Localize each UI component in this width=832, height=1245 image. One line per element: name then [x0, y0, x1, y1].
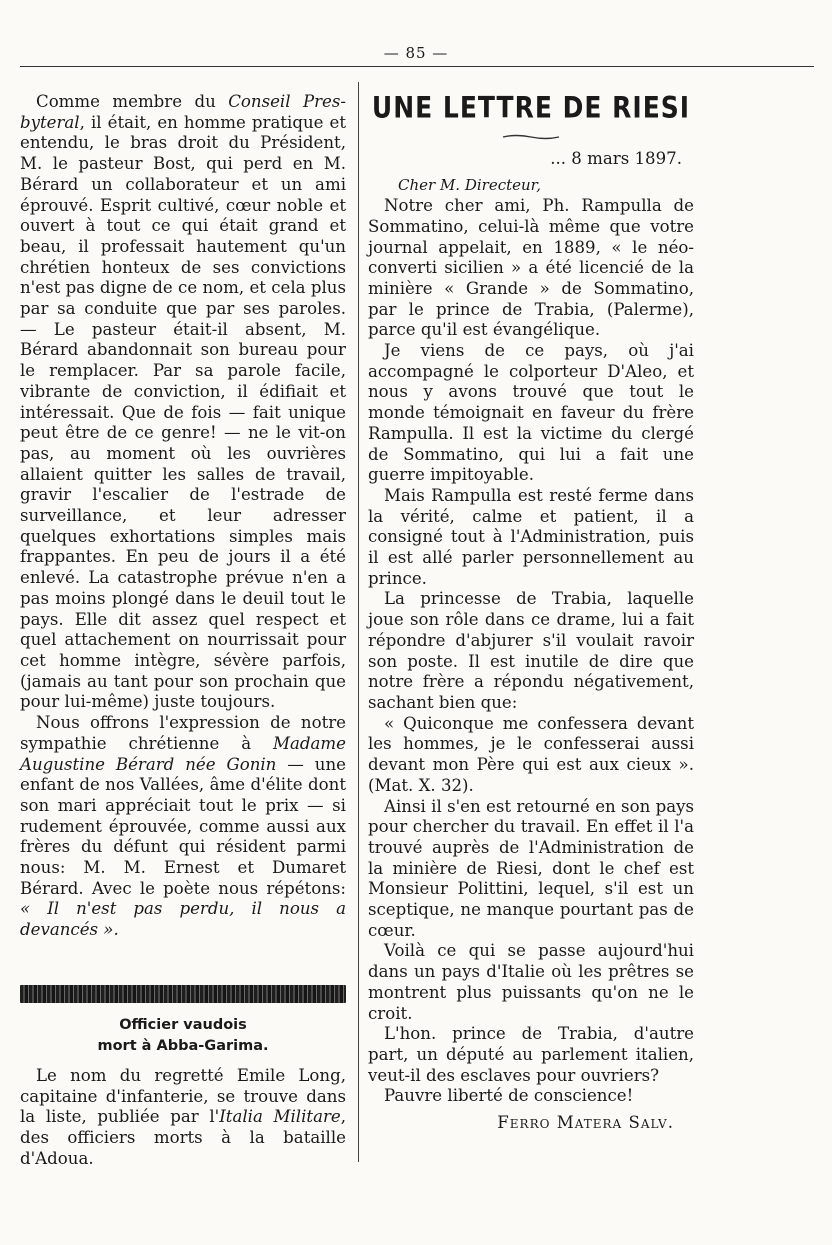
signature: Ferro Matera Salv.	[497, 1113, 674, 1133]
letter-paragraph: La princesse de Trabia, laquelle joue son rôle dans ce drame, lui a fait répondre d'abjurer s'il voulait ravoir son poste. Il est inutile de dire que notre frère a répondu négativement, sachant bien que:	[368, 589, 694, 712]
right-column	[368, 92, 694, 1134]
article-headline: UNE LETTRE DE RIESI	[371, 90, 691, 125]
letter-paragraph: L'hon. prince de Trabia, d'autre part, un député au parlement italien, veut-il des esclaves pour ouvriers?	[368, 1024, 694, 1085]
letter-paragraph: Pauvre liberté de conscience!	[384, 1086, 634, 1106]
left-column-bottom	[20, 1066, 346, 1170]
officer-notice-paragraph: Le nom du regretté Emile Long, capitaine d'infanterie, se trouve dans la liste, publiée par l'Italia Militare, des officiers morts à la bataille d'Adoua.	[20, 1066, 347, 1168]
letter-paragraph: « Quiconque me confessera devant les hommes, je le confesserai aussi devant mon Père qui est aux cieux ». (Mat. X. 32).	[368, 713, 694, 795]
letter-paragraph: Notre cher ami, Ph. Rampulla de Sommatino, celui-là même que votre journal appelait, en 1889, « le néo-converti sicilien » a été licencié de la minière « Grande » de Sommatino, par le prince de Trabia, (Palerme), parce qu'il est évangélique.	[368, 196, 694, 340]
letter-paragraph: Ainsi il s'en est retourné en son pays pour chercher du travail. En effet il l'a trouvé auprès de l'Administration de la minière de Riesi, dont le chef est Monsieur Polittini, lequel, s'il est un sceptique, ne manque pourtant pas de cœur.	[368, 796, 694, 940]
letter-body	[368, 196, 694, 1107]
section-subheading-line2: mort à Abba-Garima.	[97, 1038, 269, 1054]
ornamental-divider	[20, 985, 346, 1003]
letter-paragraph: Voilà ce qui se passe aujourd'hui dans un pays d'Italie où les prêtres se montrent plus puissants qu'on ne le croit.	[368, 941, 694, 1023]
dateline: ... 8 mars 1897.	[550, 148, 682, 168]
section-subheading: Officier vaudois	[119, 1017, 247, 1033]
sympathy-paragraph: Nous offrons l'expression de notre sympathie chrétienne à Madame Augustine Bérard née Gonin — une enfant de nos Vallées, âme d'élite dont son mari appréciait tout le prix — si rudement éprouvée, comme aussi aux frères du défunt qui résident parmi nous: M. M. Ernest et Dumaret Bérard. Avec le poète nous répétons: « Il n'est pas perdu, il nous a devancés ».	[20, 713, 346, 940]
header-rule	[20, 66, 814, 67]
obituary-paragraph: Comme membre du Conseil Pres-byteral, il était, en homme pratique et entendu, le bras droit du Président, M. le pasteur Bost, qui perd en M. Bérard un collaborateur et un ami éprouvé. Esprit cultivé, cœur noble et ouvert à tout ce qui était grand et beau, il professait hautement qu'un chrétien honteux de ses convictions n'est pas digne de ce nom, et cela plus par sa conduite que par ses paroles. — Le pasteur était-il absent, M. Bérard abandonnait son bureau pour le remplacer. Par sa parole facile, vibrante de conviction, il édifiait et intéressait. Que de fois — fait unique peut être de ce genre! — ne le vit-on pas, au moment où les ouvrières allaient quitter les salles de travail, gravir l'escalier de l'estrade de surveillance, et leur adresser quelques exhortations simples mais frappantes. En peu de jours il a été enlevé. La catastrophe prévue n'en a pas moins plongé dans le deuil tout le pays. Elle dit assez quel respect et quel attachement on nourrissait pour cet homme intègre, sévère parfois, (jamais au tant pour son prochain que pour lui-même) juste toujours.	[20, 92, 347, 712]
salutation: Cher M. Directeur,	[398, 176, 541, 195]
letter-paragraph: Mais Rampulla est resté ferme dans la vérité, calme et patient, il a consigné tout à l'Administration, puis il est allé parler personnellement au prince.	[368, 485, 694, 588]
letter-paragraph: Je viens de ce pays, où j'ai accompagné le colporteur D'Aleo, et nous y avons trouvé que tout le monde témoignait en faveur du frère Rampulla. Il est la victime du clergé de Sommatino, qui lui a fait une guerre impitoyable.	[368, 341, 694, 485]
left-column	[20, 92, 346, 941]
flourish-ornament	[501, 133, 561, 141]
column-divider	[358, 82, 359, 1162]
page-number: — 85 —	[383, 44, 449, 62]
